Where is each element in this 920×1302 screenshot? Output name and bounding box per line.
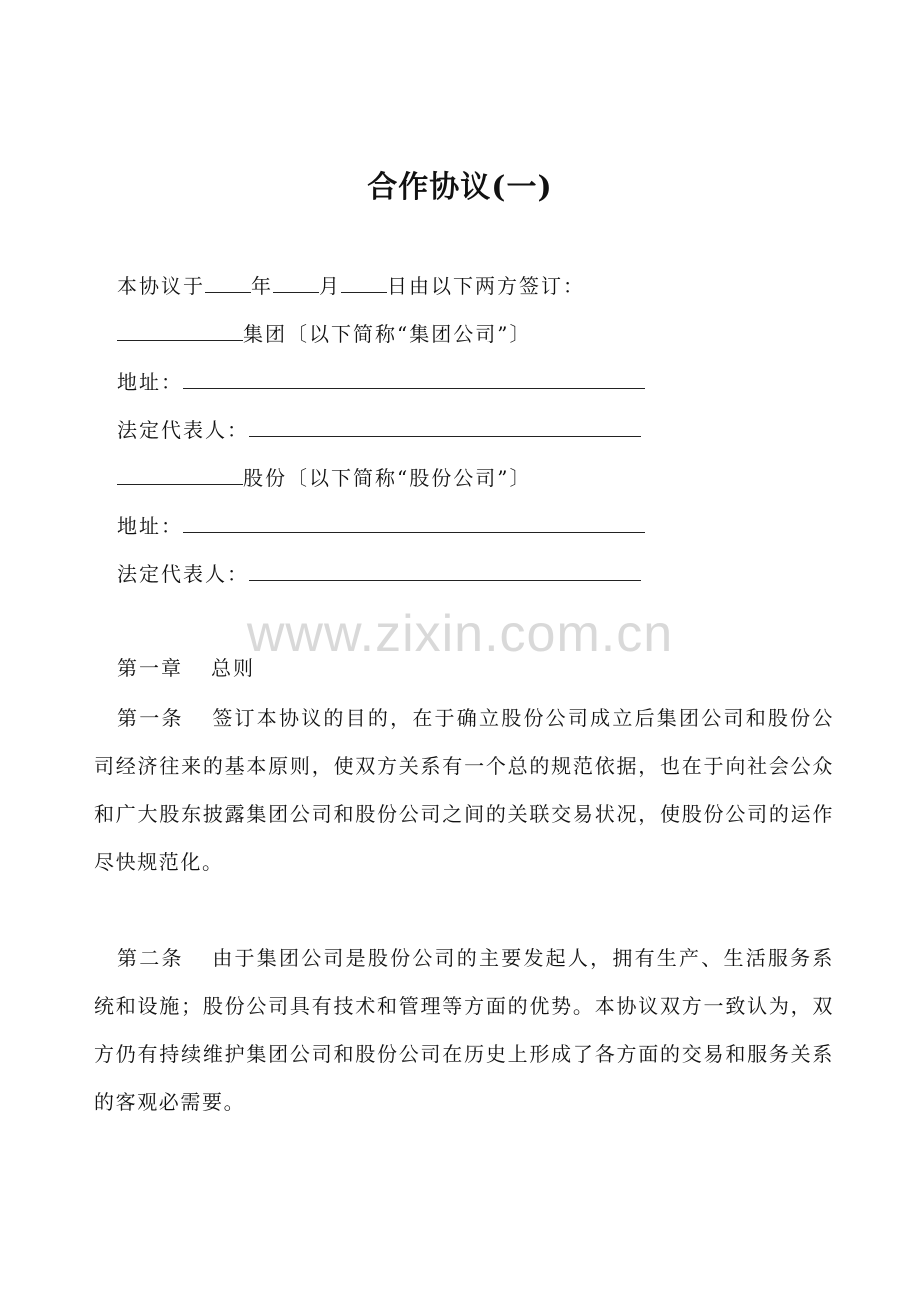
intro-month: 月 — [319, 274, 341, 298]
party-b-rep-label: 法定代表人： — [117, 562, 249, 586]
chapter-number: 第一章 — [117, 656, 183, 680]
party-a-address-blank[interactable] — [183, 366, 645, 389]
article-1-number: 第一条 — [117, 706, 184, 730]
party-b-address-label: 地址： — [117, 514, 183, 538]
party-b-name: 股份〔以下简称“股份公司”〕 — [243, 466, 532, 490]
intro-day-suffix: 日由以下两方签订： — [387, 274, 585, 298]
party-a-name-line — [117, 318, 531, 348]
party-a-name: 集团〔以下简称“集团公司”〕 — [243, 322, 532, 346]
year-blank[interactable] — [205, 270, 251, 293]
intro-year: 年 — [251, 274, 273, 298]
month-blank[interactable] — [273, 270, 319, 293]
article-2-text: 由于集团公司是股份公司的主要发起人，拥有生产、生活服务系统和设施；股份公司具有技术和管理等方面的优势。本协议双方一致认为，双方仍有持续维护集团公司和股份公司在历史上形成了各方面的交易和服务关系的客观必需要。 — [94, 946, 834, 1114]
article-1 — [94, 694, 834, 886]
party-a-rep-blank[interactable] — [249, 414, 641, 437]
party-b-address-blank[interactable] — [183, 510, 645, 533]
intro-prefix: 本协议于 — [117, 274, 205, 298]
party-a-rep-line — [117, 414, 641, 444]
watermark: www.zixin.com.cn — [246, 605, 674, 663]
party-a-address-label: 地址： — [117, 370, 183, 394]
party-a-rep-label: 法定代表人： — [117, 418, 249, 442]
party-b-rep-line — [117, 558, 641, 588]
party-b-name-line — [117, 462, 531, 492]
party-a-name-blank[interactable] — [117, 318, 243, 341]
party-b-rep-blank[interactable] — [249, 558, 641, 581]
signing-date-line — [117, 270, 585, 300]
chapter-title: 总则 — [211, 656, 255, 680]
article-2-number: 第二条 — [117, 946, 184, 970]
party-b-name-blank[interactable] — [117, 462, 243, 485]
day-blank[interactable] — [341, 270, 387, 293]
party-b-address-line — [117, 510, 645, 540]
article-2 — [94, 934, 834, 1126]
article-1-text: 签订本协议的目的，在于确立股份公司成立后集团公司和股份公司经济往来的基本原则，使双方关系有一个总的规范依据，也在于向社会公众和广大股东披露集团公司和股份公司之间的关联交易状况，使股份公司的运作尽快规范化。 — [94, 706, 834, 874]
party-a-address-line — [117, 366, 645, 396]
document-title: 合作协议(一) — [367, 170, 553, 205]
chapter-heading — [117, 654, 255, 682]
